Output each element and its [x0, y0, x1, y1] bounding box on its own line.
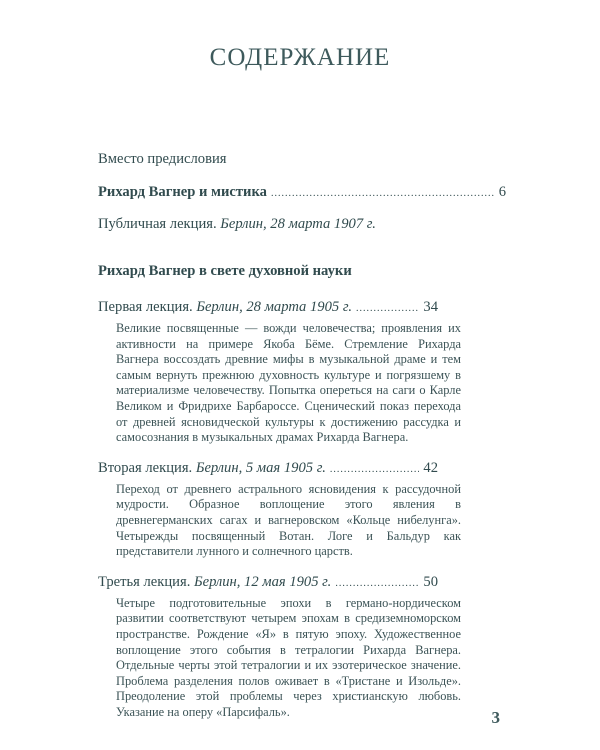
- lecture-entry: [98, 298, 506, 446]
- lecture-1-description: Великие посвященные — вожди человечества; проявления их активности на примере Якоба Бёме. Стремление Рихарда Вагнера воссоздать древние мифы в музыкальной драме и тем самым вернуть прежнюю духовность культуре и погрязшему в материализме человечеству. Попытка опереться на саги о Карле Великом и Фридрихе Барбароссе. Сценический показ перехода от древней ясновидческой культуры к достижению рассудка и самосознания в музыкальных драмах Рихарда Вагнера.: [116, 321, 461, 445]
- lecture-2-description: Переход от древнего астрального ясновидения к рассудочной мудрости. Образное воплощение этого явления в древнегерманских сагах и вагнеровском «Кольце нибелунга». Четырежды посвященный Вотан. Логе и Бальдур как представители лунного и солнечного царств.: [116, 481, 461, 559]
- lecture-3-place: Берлин, 12 мая 1905 г.: [194, 573, 332, 590]
- page-number: 3: [491, 708, 500, 727]
- page-title: СОДЕРЖАНИЕ: [209, 44, 391, 71]
- lecture-entry: [98, 459, 506, 560]
- lecture-2-label: Вторая лекция.: [98, 459, 193, 476]
- lecture-3-page: 50: [423, 573, 438, 590]
- section1-subtitle: [98, 215, 506, 234]
- lecture-3-description: Четыре подготовительные эпохи в германо-нордическом развитии соответствуют четырем эпохам в средиземноморском пространстве. Рождение «Я» в пятую эпоху. Художественное воплощение этого события в тетралогии Рихарда Вагнера. Отдельные черты этой тетралогии и их эзотерическое значение. Проблема разделения полов оживает в «Тристане и Изольде». Преодоление этой проблемы через христианскую любовь. Указание на оперу «Парсифаль».: [116, 595, 461, 719]
- lecture-2-place: Берлин, 5 мая 1905 г.: [195, 459, 326, 476]
- section1-entry[interactable]: [98, 183, 506, 203]
- lecture-3-label: Третья лекция.: [98, 573, 191, 590]
- lecture-1-heading[interactable]: [98, 298, 438, 318]
- section1-page: 6: [498, 184, 506, 200]
- dot-leader: [330, 459, 420, 479]
- dot-leader: [271, 183, 495, 203]
- lecture-3-heading[interactable]: [98, 573, 438, 593]
- lecture-2-heading[interactable]: [98, 459, 438, 479]
- lecture-1-place: Берлин, 28 марта 1905 г.: [196, 299, 352, 315]
- lecture-2-page: 42: [423, 459, 438, 476]
- section2-title[interactable]: Рихард Вагнер в свете духовной науки: [98, 263, 352, 279]
- dot-leader: [335, 573, 419, 593]
- section1-sub-italic: Берлин, 28 марта 1907 г.: [220, 216, 376, 232]
- preface-entry[interactable]: Вместо предисловия: [98, 151, 227, 167]
- toc-content: [98, 150, 506, 720]
- lecture-1-label: Первая лекция.: [98, 299, 193, 315]
- dot-leader: [356, 298, 419, 318]
- section1-sub-text: Публичная лекция.: [98, 216, 217, 232]
- lecture-entry: [98, 573, 506, 721]
- section1-title: Рихард Вагнер и мистика: [98, 184, 267, 200]
- lecture-1-page: 34: [423, 299, 438, 315]
